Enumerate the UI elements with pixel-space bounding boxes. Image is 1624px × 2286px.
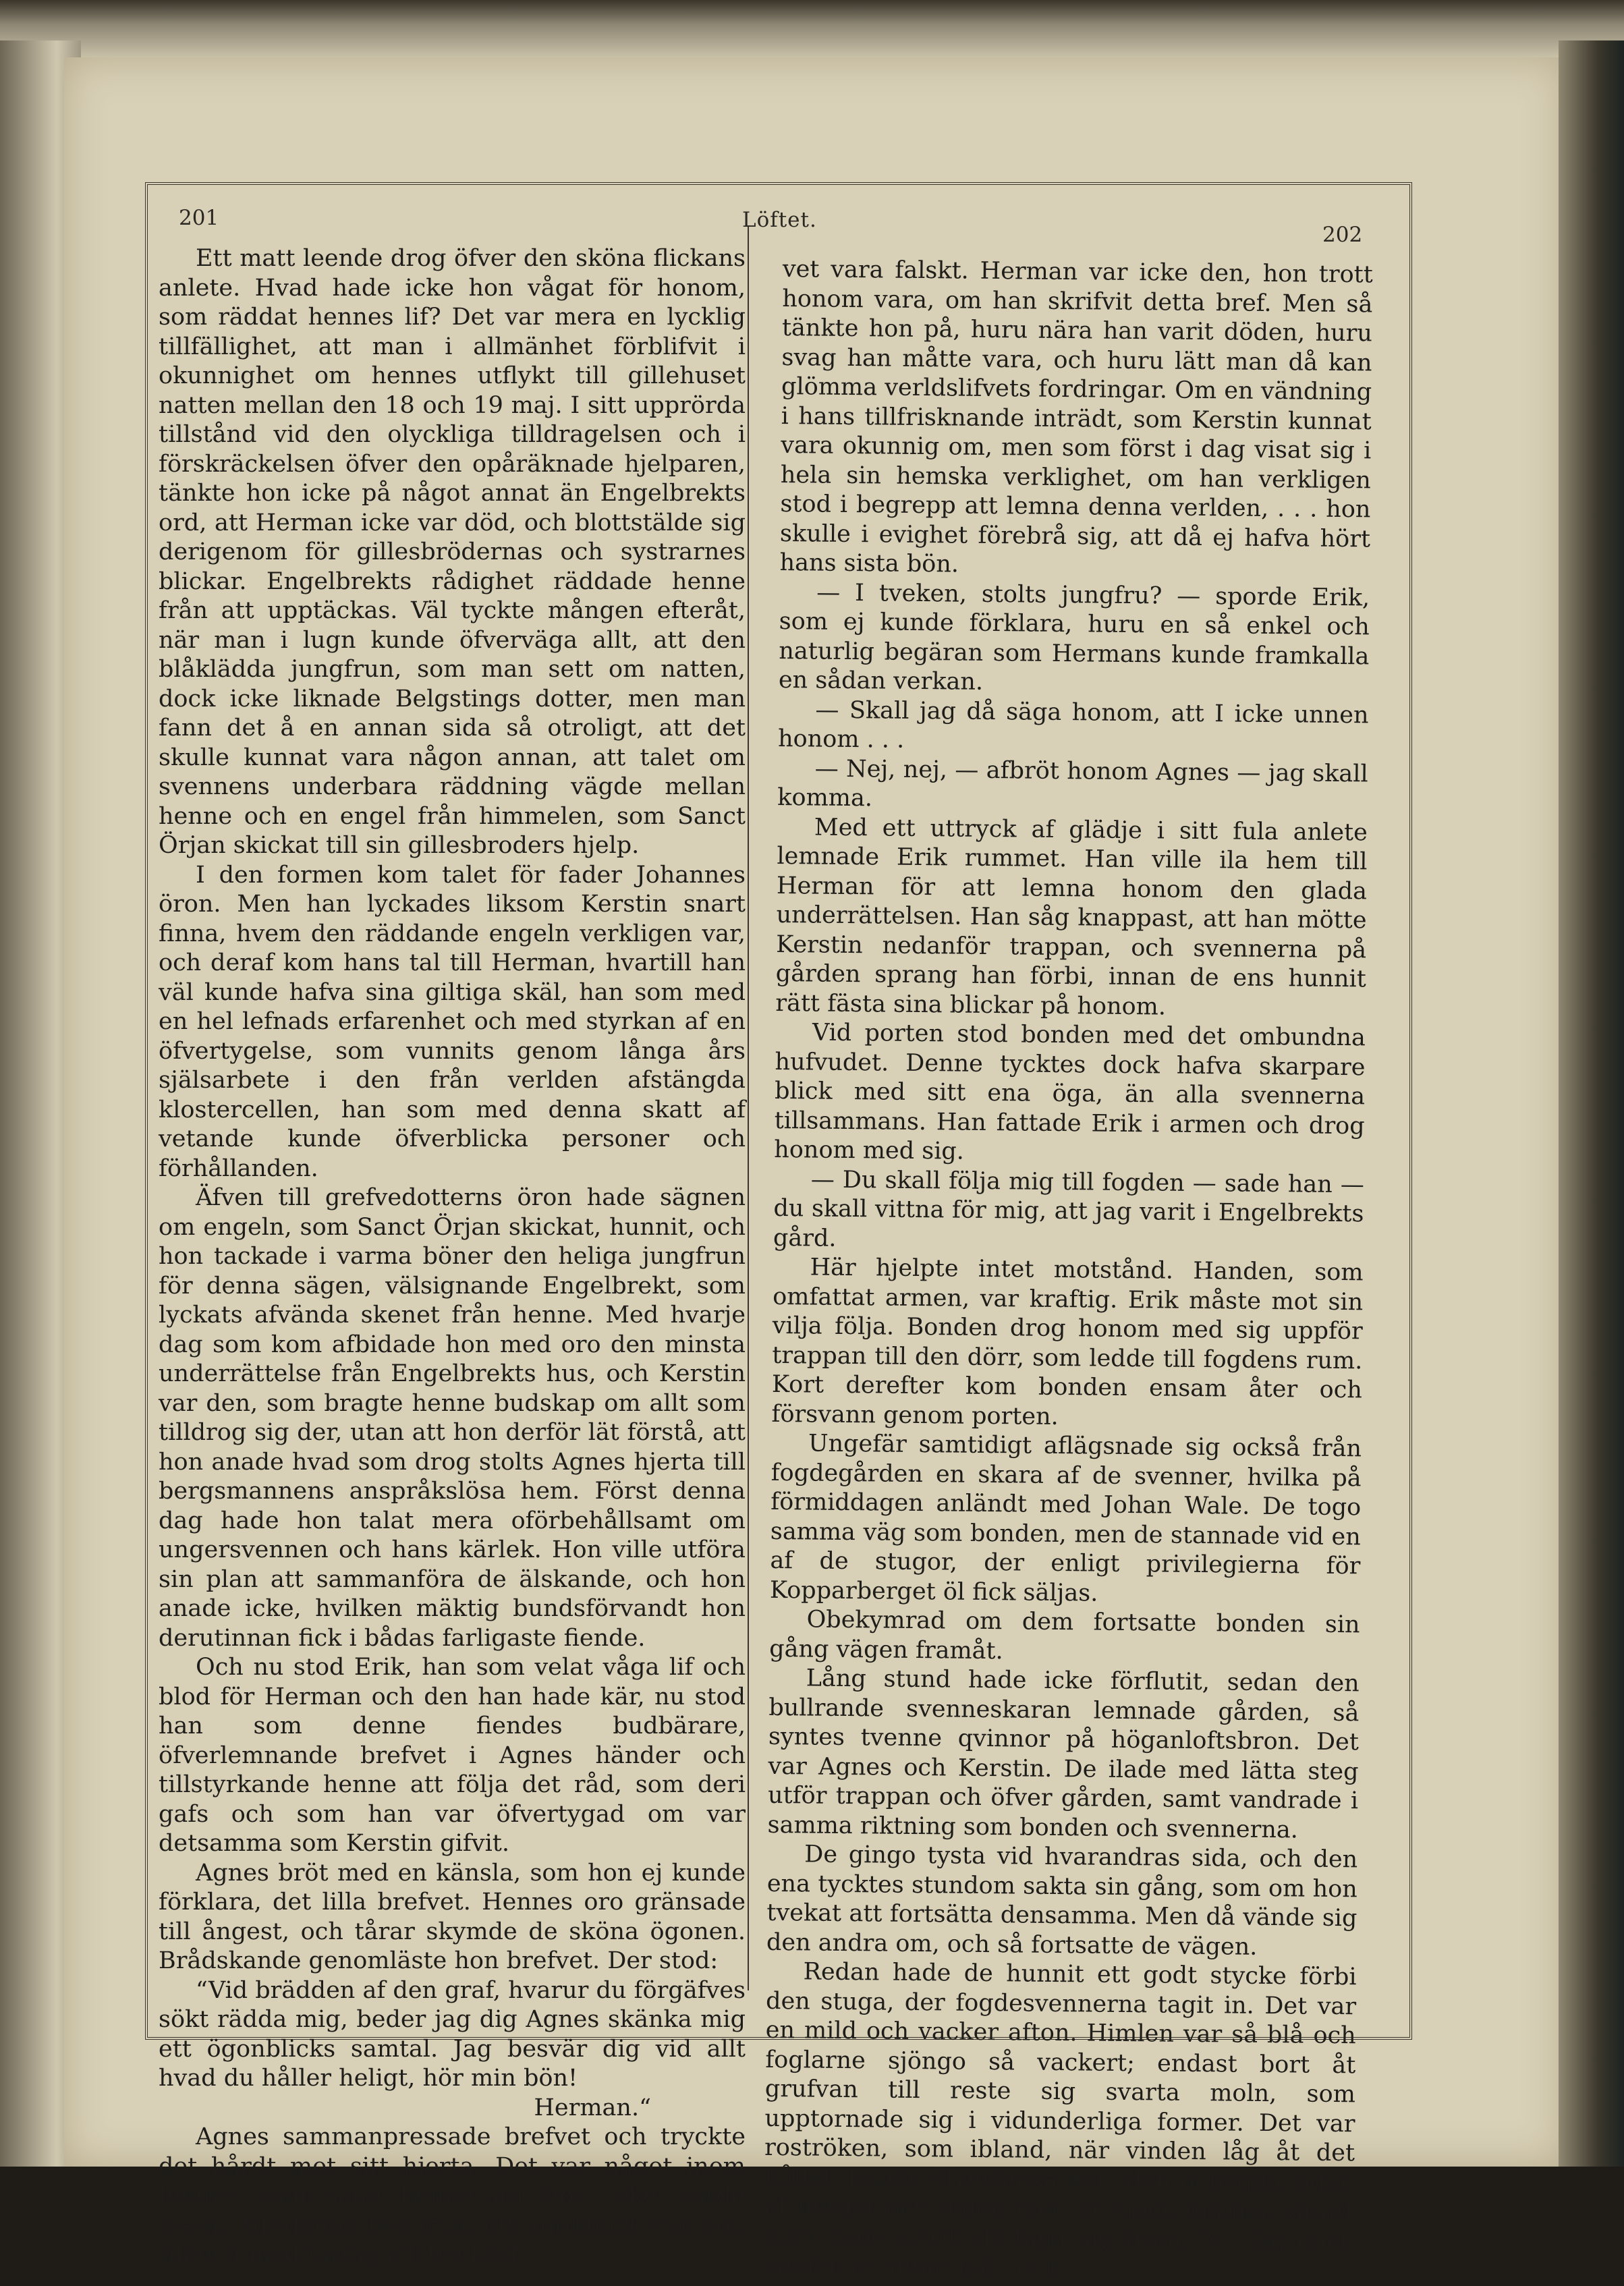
- paragraph: Agnes bröt med en känsla, som hon ej kunde förklara, det lilla brefvet. Hennes oro gränsade till ångest, och tårar skymde de sköna ögonen. Brådskande genomläste hon brefvet. Der stod:: [159, 1859, 746, 1974]
- column-divider: [748, 226, 749, 1990]
- paragraph: I den formen kom talet för fader Johannes öron. Men han lyckades liksom Kerstin snart finna, hvem den räddande engeln verkligen var, och deraf kom hans tal till Herman, hvartill han väl kunde hafva sina giltiga skäl, han som med en hel lefnads erfarenhet och med styrkan af en öfvertygelse, som vunnits genom långa års själsarbete i den från verlden afstängda klostercellen, han som med denna skatt af vetande kunde öfverblicka personer och förhållanden.: [159, 861, 746, 1182]
- paragraph: — Du skall följa mig till fogden — sade han — du skall vittna för mig, att jag varit i Engelbrekts gård.: [773, 1165, 1365, 1252]
- paragraph: Lång stund hade icke förflutit, sedan den bullrande svenneskaran lemnade gården, så syntes tvenne qvinnor på höganloftsbron. Det var Agnes och Kerstin. De ilade med lätta steg utför trappan och öfver gården, samt vandrade i samma riktning som bonden och svennerna.: [767, 1665, 1360, 1843]
- letter-signature: Herman.“: [534, 2094, 651, 2121]
- paragraph: Med ett uttryck af glädje i sitt fula anlete lemnade Erik rummet. Han ville ila hem till Herman för att lemna honom den glada underrättelsen. Han såg knappast, att han mötte Kerstin nedanför trappan, och svennerna på gården sprang han förbi, innan de ens hunnit rätt fästa sina blickar på honom.: [775, 813, 1368, 1021]
- book-top-edge: [0, 0, 1624, 61]
- paragraph: Här hjelpte intet motstånd. Handen, som omfattat armen, var kraftig. Erik måste mot sin vilja följa. Bonden drog honom med sig uppför trappan till den dörr, som ledde till fogdens rum. Kort derefter kom bonden ensam åter och försvann genom porten.: [771, 1254, 1364, 1430]
- left-text-column: [159, 244, 746, 2270]
- paragraph: — Nej, nej, — afbröt honom Agnes — jag skall komma.: [777, 754, 1368, 812]
- paragraph: vet vara falskt. Herman var icke den, hon trott honom vara, om han skrifvit detta bref. Men så tänkte hon på, huru nära han varit döden, huru svag han måtte vara, och huru lätt man då kan glömma verldslifvets fordringar. Om en vändning i hans tillfrisknande inträdt, som Kerstin kunnat vara okunnig om, men som först i dag visat sig i hela sin hemska verklighet, om han verkligen stod i begrepp att lemna denna verlden, . . . hon skulle i evighet förebrå sig, att då ej hafva hört hans sista bön.: [779, 255, 1373, 578]
- paragraph: Äfven till grefvedotterns öron hade sägnen om engeln, som Sanct Örjan skickat, hunnit, och hon tackade i varma böner den heliga jungfrun för denna sägen, välsignande Engelbrekt, som lyckats afvända skenet från henne. Med hvarje dag som kom afbidade hon med oro den minsta underrättelse från Engelbrekts hus, och Kerstin var den, som bragte henne budskap om allt som tilldrog sig der, utan att hon derför lät förstå, att hon anade hvad som drog stolts Agnes hjerta till bergsmannens anspråkslösa hem. Först denna dag hade hon talat mera oförbehållsamt om ungersvennen och hans kärlek. Hon ville utföra sin plan att sammanföra de älskande, och hon anade icke, hvilken mäktig bundsförvandt hon derutinnan fick i bådas farligaste fiende.: [159, 1184, 746, 1652]
- paragraph: Agnes sammanpressade brefvet och tryckte det hårdt mot sitt hjerta. Det var något inom henne, som sade henne att hon icke borde lyssna till denna begäran, ett ögonblick var hon till och med färdig att tro bref-: [159, 2123, 746, 2268]
- paragraph: Redan hade de hunnit ett godt stycke förbi den stuga, der fogdesvennerna tagit in. Det var en mild och vacker afton. Himlen var så blå och foglarne sjöngo så vackert; endast bort åt grufvan till reste sig svarta moln, som upptornade sig i vidunderliga former. Det var roströken, som ibland, när vinden låg åt det hållet, kunde öfvertäcka hela den bebygda sidan af berget och dalen med en tjock dimma, så att man hade svårt att taga sig fram. Nu låg dock vinden åt annat håll, och: [763, 1958, 1357, 2282]
- paragraph: Obekymrad om dem fortsatte bonden sin gång vägen framåt.: [768, 1606, 1360, 1665]
- paragraph: Ett matt leende drog öfver den sköna flickans anlete. Hvad hade icke hon vågat för honom, som räddat hennes lif? Det var mera en lycklig tillfällighet, att man i allmänhet förblifvit i okunnighet om hennes utflykt till gillehuset natten mellan den 18 och 19 maj. I sitt upprörda tillstånd vid den olyckliga tilldragelsen och i förskräckelsen öfver den opåräknade hjelparen, tänkte hon icke på något annat än Engelbrekts ord, att Herman icke var död, och blottstälde sig derigenom för gillesbrödernas och systrarnes blickar. Engelbrekts rådighet räddade henne från att upptäckas. Väl tyckte mången efteråt, när man i lugn kunde öfverväga allt, att den blåklädda jungfrun, som man sett om natten, dock icke liknade Belgstings dotter, men man fann det å en annan sida så otroligt, att det skulle kunnat vara någon annan, att talet om svennens underbara räddning vägde mellan henne och en engel från himmelen, som Sanct Örjan skickat till sin gillesbroders hjelp.: [159, 245, 746, 859]
- letter-quote: “Vid brädden af den graf, hvarur du förgäfves sökt rädda mig, beder jag dig Agnes skänka mig ett ögonblicks samtal. Jag besvär dig vid allt hvad du håller heligt, hör min bön!: [159, 1976, 746, 2092]
- paragraph: — I tveken, stolts jungfru? — sporde Erik, som ej kunde förklara, huru en så enkel och naturlig begäran som Hermans kunde framkalla en sådan verkan.: [778, 579, 1370, 696]
- right-page-edge: [1559, 40, 1624, 2167]
- paragraph: De gingo tysta vid hvarandras sida, och den ena tycktes stundom sakta sin gång, som om hon tvekat att fortsätta densamma. Men då vände sig den andra om, och så fortsatte de vägen.: [766, 1841, 1358, 1961]
- right-page-number: 202: [1322, 223, 1363, 247]
- right-text-column: [763, 255, 1373, 2286]
- paragraph: — Skall jag då säga honom, att I icke unnen honom . . .: [777, 696, 1369, 754]
- running-head: Löftet.: [742, 208, 817, 232]
- paragraph: Och nu stod Erik, han som velat våga lif och blod för Herman och den han hade kär, nu stod han som denne fiendes budbärare, öfverlemnande brefvet i Agnes händer och tillstyrkande henne att följa det råd, som deri gafs och som han var öfvertygad om var detsamma som Kerstin gifvit.: [159, 1654, 746, 1857]
- paragraph: Ungefär samtidigt aflägsnade sig också från fogdegården en skara af de svenner, hvilka på förmiddagen anländt med Johan Wale. De togo samma väg som bonden, men de stannade vid en af de stugor, der enligt privilegierna för Kopparberget öl fick säljas.: [769, 1430, 1362, 1607]
- paragraph: Vid porten stod bonden med det ombundna hufvudet. Denne tycktes dock hafva skarpare blick med sitt ena öga, än alla svennerna tillsammans. Han fattade Erik i armen och drog honom med sig.: [774, 1019, 1366, 1165]
- left-page-number: 201: [179, 206, 219, 230]
